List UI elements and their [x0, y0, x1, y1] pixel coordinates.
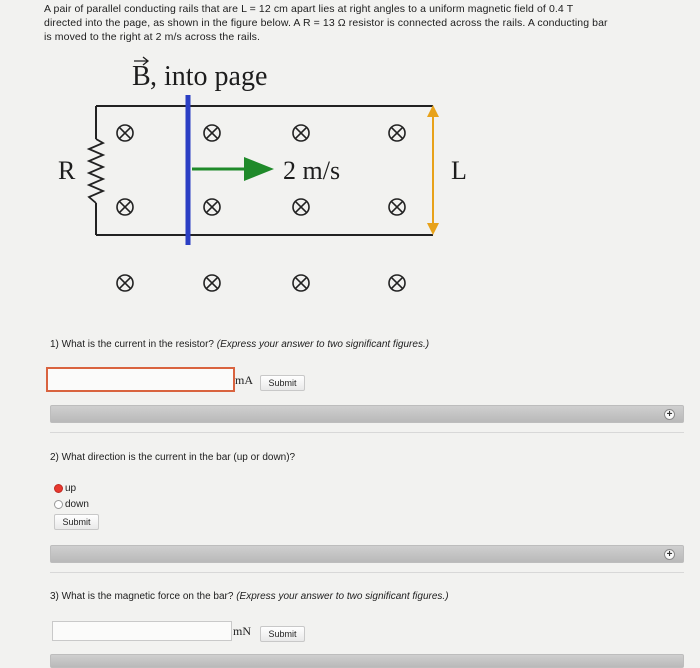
field-label	[132, 57, 267, 92]
divider	[50, 572, 684, 573]
field-into-page-icon	[293, 199, 309, 215]
problem-line-1: A pair of parallel conducting rails that are L = 12 cm apart lies at right angles to a uniform magnetic field of 0.4 T	[44, 3, 574, 15]
field-into-page-icon	[117, 199, 133, 215]
option-down-label: down	[65, 499, 89, 510]
question-3-hint: (Express your answer to two significant figures.)	[236, 591, 449, 602]
problem-line-3: is moved to the right at 2 m/s across the rails.	[44, 31, 261, 43]
velocity-label: 2 m/s	[283, 156, 341, 185]
option-down[interactable]	[54, 499, 89, 510]
plus-circle-icon[interactable]: +	[664, 549, 675, 560]
field-into-page-icon	[204, 125, 220, 141]
question-2	[50, 452, 295, 463]
option-up[interactable]	[54, 483, 76, 494]
divider	[50, 432, 684, 433]
resistor	[89, 139, 103, 203]
question-3	[50, 591, 449, 602]
resistor-label: R	[58, 156, 76, 185]
current-answer-input[interactable]	[46, 367, 235, 392]
plus-circle-icon[interactable]: +	[664, 409, 675, 420]
radio-down[interactable]	[54, 500, 63, 509]
q1-submit-button[interactable]: Submit	[260, 375, 305, 391]
question-3-text: 3) What is the magnetic force on the bar?	[50, 591, 234, 602]
field-into-page-icon	[389, 199, 405, 215]
q2-feedback-bar[interactable]	[50, 545, 684, 563]
field-into-page-icon	[389, 275, 405, 291]
current-unit: mA	[235, 373, 253, 387]
force-unit: mN	[233, 624, 251, 638]
field-into-page-icon	[117, 275, 133, 291]
force-answer-input[interactable]	[52, 621, 232, 641]
field-into-page-icon	[204, 275, 220, 291]
question-1	[50, 339, 429, 350]
field-into-page-icon	[117, 125, 133, 141]
q1-feedback-bar[interactable]	[50, 405, 684, 423]
question-1-hint: (Express your answer to two significant figures.)	[216, 339, 430, 350]
field-into-page-icon	[204, 199, 220, 215]
length-label: L	[451, 156, 467, 185]
question-1-text: 1) What is the current in the resistor?	[50, 339, 214, 350]
field-into-page-icon	[293, 125, 309, 141]
field-into-page-icon	[293, 275, 309, 291]
option-up-label: up	[65, 483, 77, 494]
circuit-figure	[0, 55, 700, 305]
field-direction-label: , into page	[150, 61, 268, 92]
field-symbol: B	[132, 61, 151, 92]
q3-submit-button[interactable]: Submit	[260, 626, 305, 642]
field-into-page-icon	[389, 125, 405, 141]
field-symbols	[117, 125, 405, 291]
q2-submit-button[interactable]: Submit	[54, 514, 99, 530]
length-arrow	[427, 105, 439, 235]
radio-up[interactable]	[54, 484, 63, 493]
problem-line-2: directed into the page, as shown in the figure below. A R = 13 Ω resistor is connected across the rails. A conducting bar	[44, 17, 608, 29]
problem-statement	[44, 2, 694, 44]
question-2-text: 2) What direction is the current in the bar (up or down)?	[50, 452, 296, 463]
